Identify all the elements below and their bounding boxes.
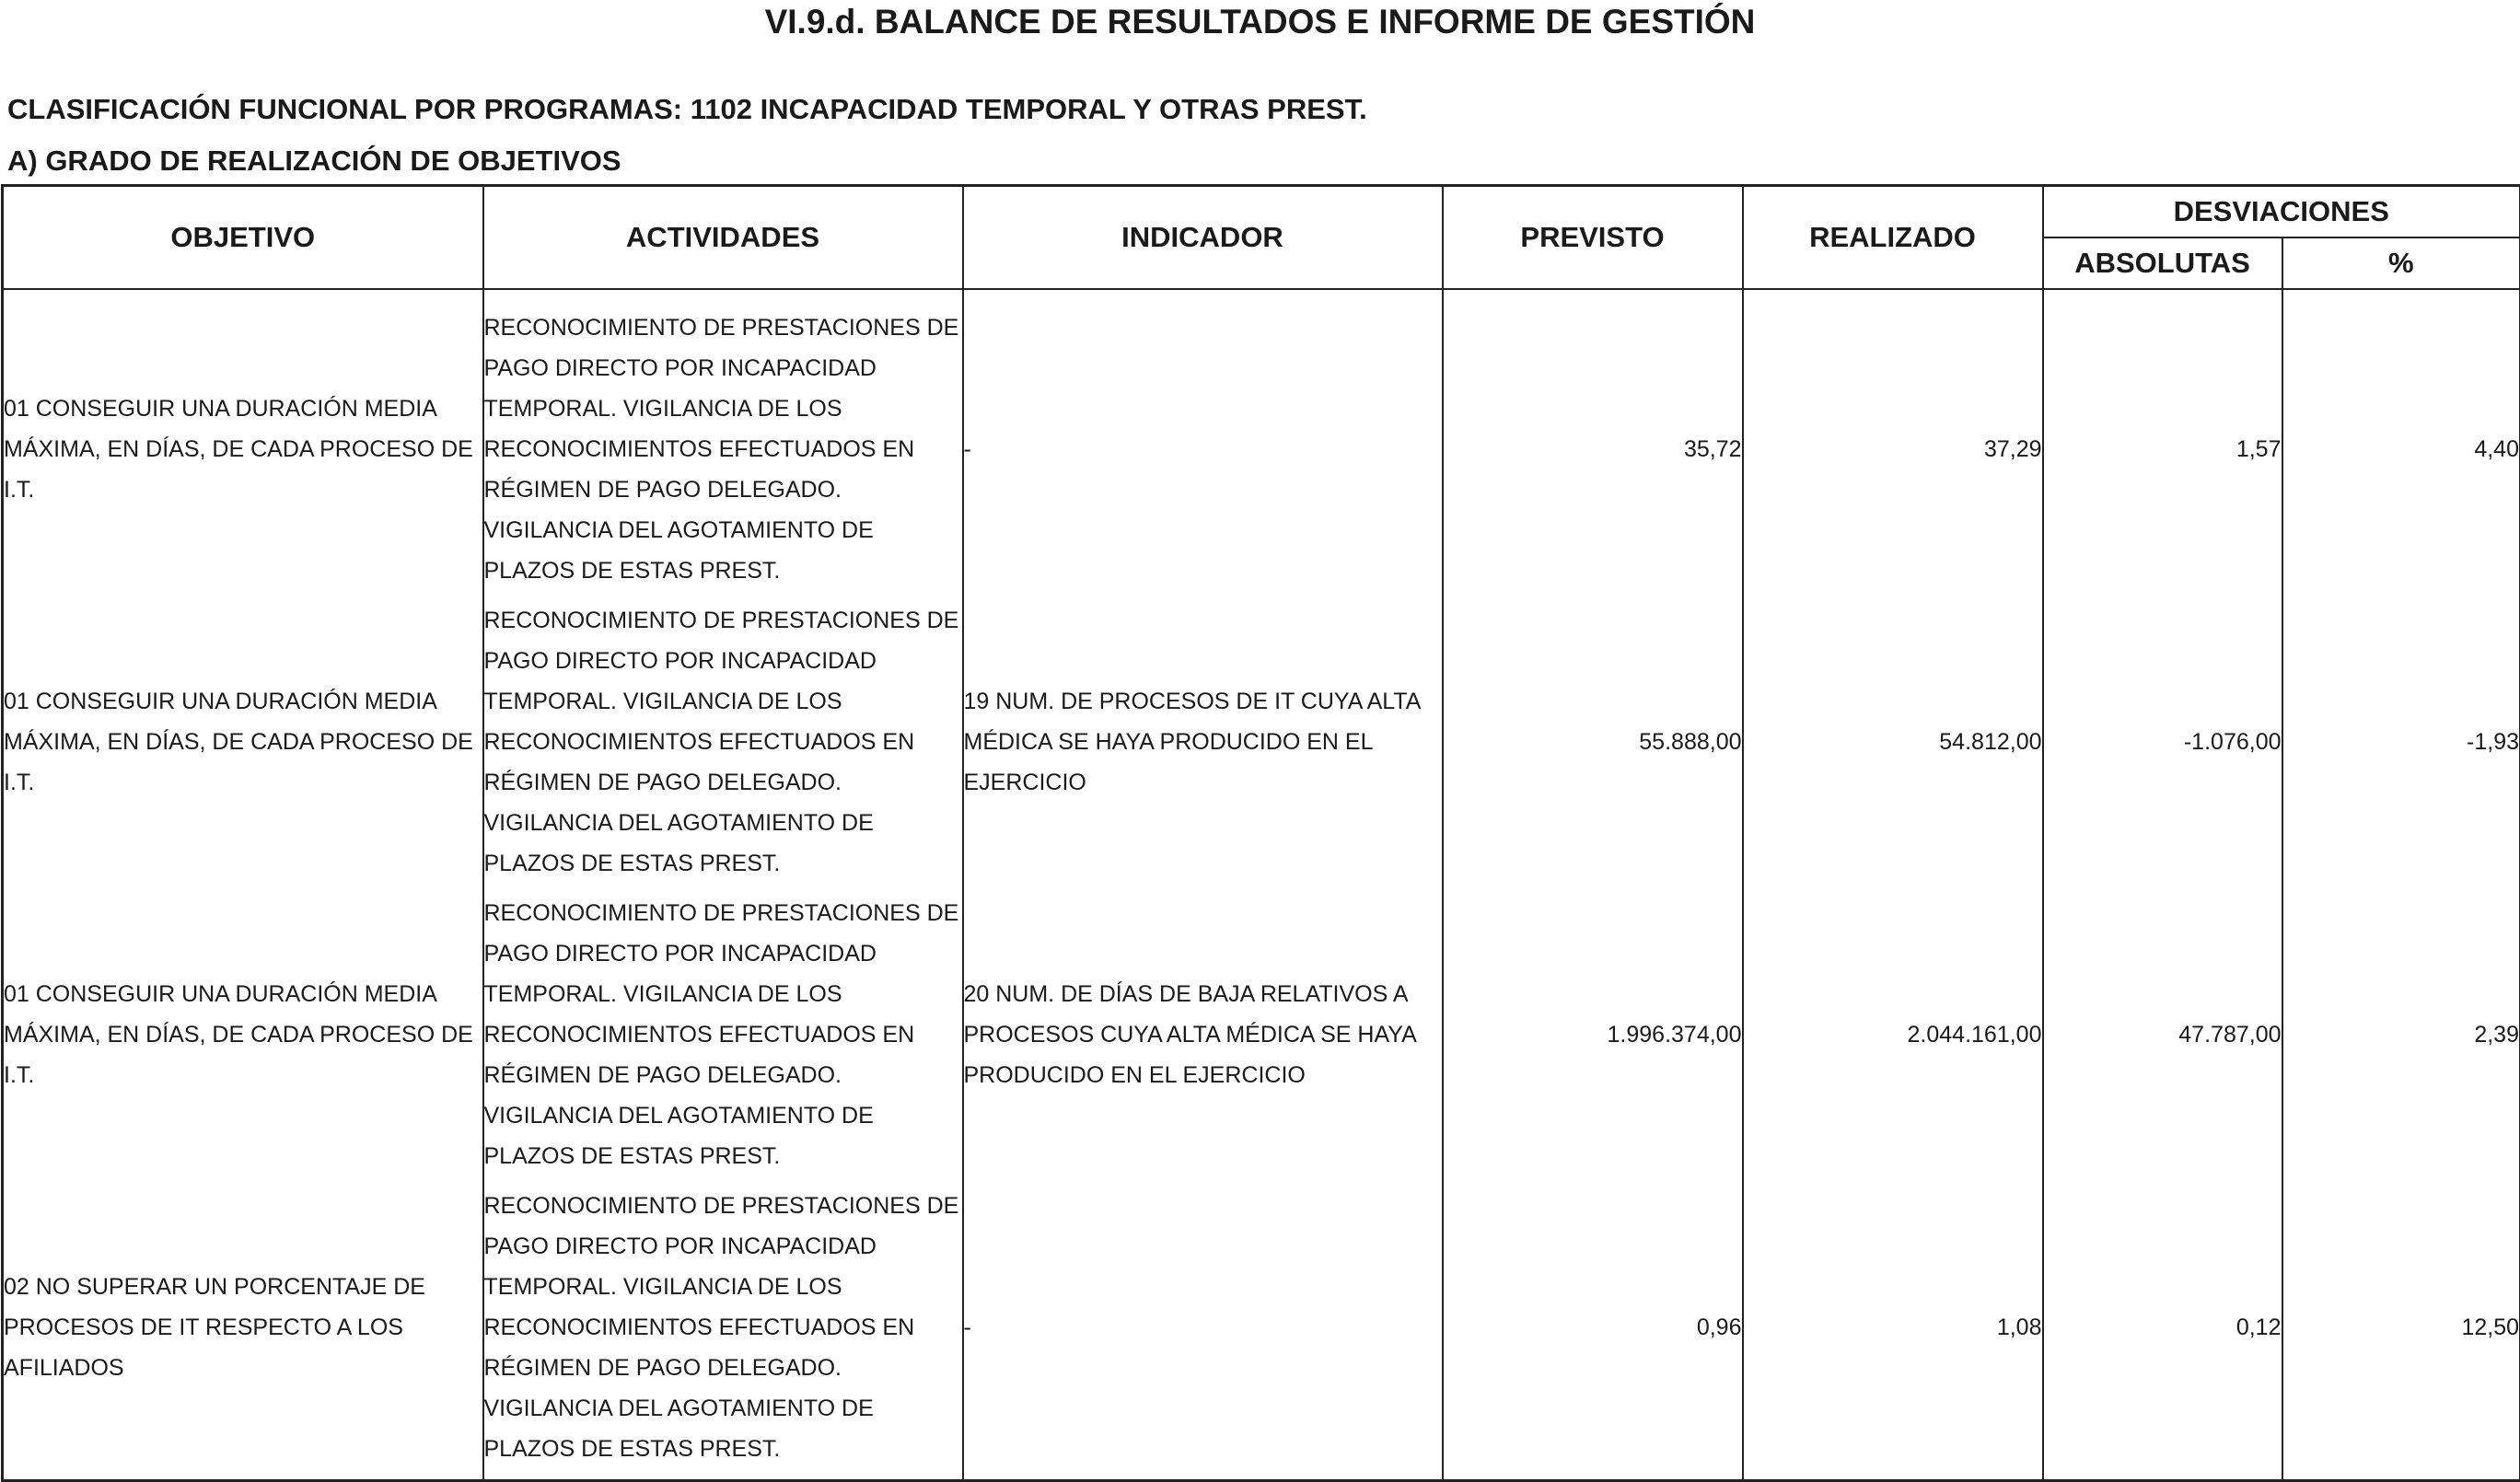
cell-previsto: 55.888,00	[1443, 596, 1743, 888]
cell-previsto: 0,96	[1443, 1181, 1743, 1481]
cell-realizado: 1,08	[1743, 1181, 2043, 1481]
table-row	[3, 289, 2520, 596]
cell-indicador: -	[963, 289, 1443, 596]
header-objetivo: OBJETIVO	[3, 186, 483, 290]
cell-indicador: -	[963, 1181, 1443, 1481]
table-header	[3, 186, 2520, 290]
cell-actividades: RECONOCIMIENTO DE PRESTACIONES DE PAGO DIRECTO POR INCAPACIDAD TEMPORAL. VIGILANCIA DE LOS RECONOCIMIENTOS EFECTUADOS EN RÉGIMEN DE PAGO DELEGADO. VIGILANCIA DEL AGOTAMIENTO DE PLAZOS DE ESTAS PREST.	[483, 596, 963, 888]
table-row	[3, 1181, 2520, 1481]
cell-absolutas: -1.076,00	[2043, 596, 2282, 888]
classification-heading: CLASIFICACIÓN FUNCIONAL POR PROGRAMAS: 1102 INCAPACIDAD TEMPORAL Y OTRAS PREST.	[7, 93, 1367, 126]
objectives-table	[1, 184, 2520, 1482]
cell-actividades: RECONOCIMIENTO DE PRESTACIONES DE PAGO DIRECTO POR INCAPACIDAD TEMPORAL. VIGILANCIA DE LOS RECONOCIMIENTOS EFECTUADOS EN RÉGIMEN DE PAGO DELEGADO. VIGILANCIA DEL AGOTAMIENTO DE PLAZOS DE ESTAS PREST.	[483, 888, 963, 1181]
page-title: VI.9.d. BALANCE DE RESULTADOS E INFORME DE GESTIÓN	[0, 2, 2520, 42]
header-realizado: REALIZADO	[1743, 186, 2043, 290]
cell-indicador: 20 NUM. DE DÍAS DE BAJA RELATIVOS A PROCESOS CUYA ALTA MÉDICA SE HAYA PRODUCIDO EN EL EJERCICIO	[963, 888, 1443, 1181]
cell-realizado: 2.044.161,00	[1743, 888, 2043, 1181]
cell-porcentaje: 12,50	[2282, 1181, 2520, 1481]
cell-objetivo: 01 CONSEGUIR UNA DURACIÓN MEDIA MÁXIMA, EN DÍAS, DE CADA PROCESO DE I.T.	[3, 888, 483, 1181]
header-desviaciones: DESVIACIONES	[2043, 186, 2520, 238]
table-row	[3, 596, 2520, 888]
cell-objetivo: 01 CONSEGUIR UNA DURACIÓN MEDIA MÁXIMA, EN DÍAS, DE CADA PROCESO DE I.T.	[3, 289, 483, 596]
cell-absolutas: 1,57	[2043, 289, 2282, 596]
cell-absolutas: 47.787,00	[2043, 888, 2282, 1181]
cell-objetivo: 02 NO SUPERAR UN PORCENTAJE DE PROCESOS DE IT RESPECTO A LOS AFILIADOS	[3, 1181, 483, 1481]
cell-indicador: 19 NUM. DE PROCESOS DE IT CUYA ALTA MÉDICA SE HAYA PRODUCIDO EN EL EJERCICIO	[963, 596, 1443, 888]
cell-previsto: 1.996.374,00	[1443, 888, 1743, 1181]
cell-realizado: 54.812,00	[1743, 596, 2043, 888]
cell-porcentaje: 4,40	[2282, 289, 2520, 596]
header-absolutas: ABSOLUTAS	[2043, 237, 2282, 289]
cell-actividades: RECONOCIMIENTO DE PRESTACIONES DE PAGO DIRECTO POR INCAPACIDAD TEMPORAL. VIGILANCIA DE LOS RECONOCIMIENTOS EFECTUADOS EN RÉGIMEN DE PAGO DELEGADO. VIGILANCIA DEL AGOTAMIENTO DE PLAZOS DE ESTAS PREST.	[483, 289, 963, 596]
table-row	[3, 888, 2520, 1181]
cell-objetivo: 01 CONSEGUIR UNA DURACIÓN MEDIA MÁXIMA, EN DÍAS, DE CADA PROCESO DE I.T.	[3, 596, 483, 888]
cell-actividades: RECONOCIMIENTO DE PRESTACIONES DE PAGO DIRECTO POR INCAPACIDAD TEMPORAL. VIGILANCIA DE LOS RECONOCIMIENTOS EFECTUADOS EN RÉGIMEN DE PAGO DELEGADO. VIGILANCIA DEL AGOTAMIENTO DE PLAZOS DE ESTAS PREST.	[483, 1181, 963, 1481]
cell-absolutas: 0,12	[2043, 1181, 2282, 1481]
header-previsto: PREVISTO	[1443, 186, 1743, 290]
header-porcentaje: %	[2282, 237, 2520, 289]
cell-previsto: 35,72	[1443, 289, 1743, 596]
cell-porcentaje: 2,39	[2282, 888, 2520, 1181]
cell-porcentaje: -1,93	[2282, 596, 2520, 888]
header-indicador: INDICADOR	[963, 186, 1443, 290]
section-heading: A) GRADO DE REALIZACIÓN DE OBJETIVOS	[7, 145, 621, 178]
header-actividades: ACTIVIDADES	[483, 186, 963, 290]
cell-realizado: 37,29	[1743, 289, 2043, 596]
